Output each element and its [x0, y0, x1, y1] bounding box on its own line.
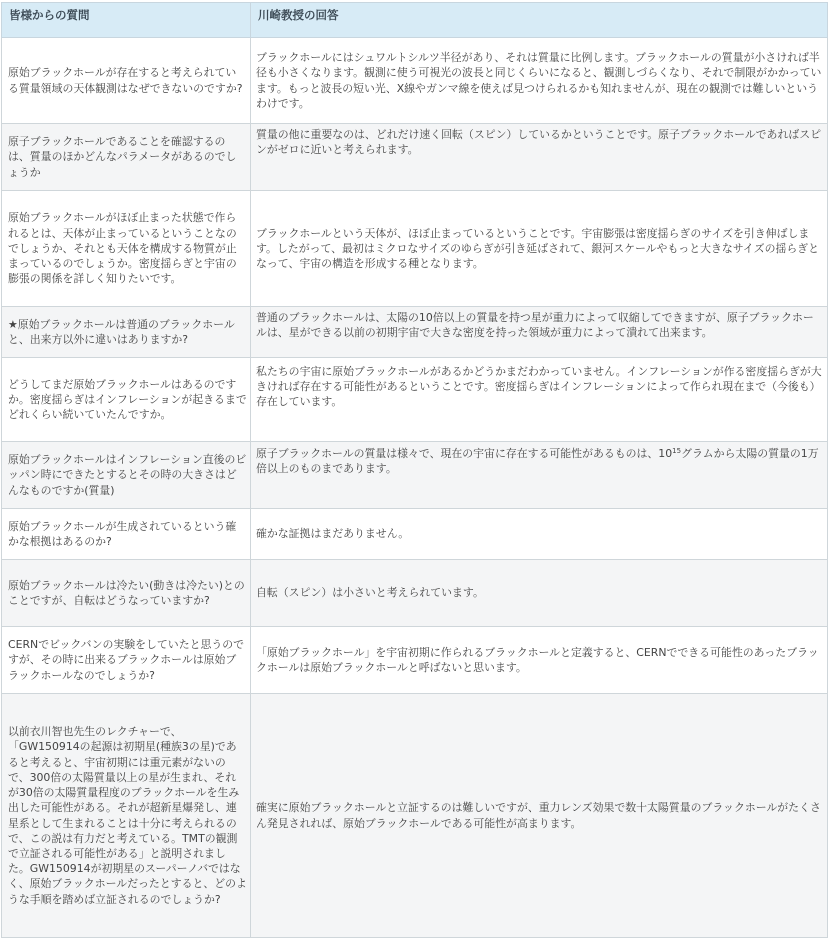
- question-cell: 原始ブラックホールが存在すると考えられている質量領域の天体観測はなぜできないのですか?: [2, 38, 251, 124]
- question-cell: ★原始ブラックホールは普通のブラックホールと、出来方以外に違いはありますか?: [2, 307, 251, 358]
- answer-text-end: グラムから太陽の質量の1万倍以上のものまであります。: [256, 447, 819, 476]
- table-row: [2, 442, 828, 509]
- question-cell: CERNでビックバンの実験をしていたと思うのですが、その時に出来るブラックホールは原始ブラックホールなのでしょうか?: [2, 627, 251, 694]
- table-row: [2, 694, 828, 938]
- qa-table: [1, 2, 828, 938]
- table-row: [2, 560, 828, 627]
- table-row: [2, 191, 828, 307]
- answer-column-header: 川崎教授の回答: [251, 3, 828, 38]
- question-cell: 以前衣川智也先生のレクチャーで、「GW150914の起源は初期星(種族3の星)であると考えると、宇宙初期には重元素がないので、300倍の太陽質量以上の星が生まれ、それが30倍の太陽質量程度のブラックホールを生み出した可能性がある。それが超新星爆発し、連星系として生まれることは十分に考えられるので、この説は有力だと考えている。TMTの観測で立証される可能性がある」と説明されました。GW150914が初期星のスーパーノバではなく、原始ブラックホールだったとすると、どのような手順を踏めば立証されるのでしょうか?: [2, 694, 251, 938]
- answer-cell: ブラックホールという天体が、ほぼ止まっているということです。宇宙膨張は密度揺らぎのサイズを引き伸ばします。したがって、最初はミクロなサイズのゆらぎが引き延ばされて、銀河スケールやもっと大きなサイズの揺らぎとなって、宇宙の構造を形成する種となります。: [251, 191, 828, 307]
- answer-cell: 質量の他に重要なのは、どれだけ速く回転（スピン）しているかということです。原子ブラックホールであればスピンがゼロに近いと考えられます。: [251, 124, 828, 191]
- question-cell: どうしてまだ原始ブラックホールはあるのですか。密度揺らぎはインフレーションが起きるまでどれくらい続いていたんですか。: [2, 358, 251, 442]
- table-row: [2, 627, 828, 694]
- table-row: [2, 307, 828, 358]
- answer-cell: 自転（スピン）は小さいと考えられています。: [251, 560, 828, 627]
- question-cell: 原始ブラックホールは冷たい(動きは冷たい)とのことですが、自転はどうなっていますか?: [2, 560, 251, 627]
- question-column-header: 皆様からの質問: [2, 3, 251, 38]
- question-cell: 原始ブラックホールが生成されているという確かな根拠はあるのか?: [2, 509, 251, 560]
- answer-cell: 「原始ブラックホール」を宇宙初期に作られるブラックホールと定義すると、CERNでできる可能性のあったブラックホールは原始ブラックホールと呼ばないと思います。: [251, 627, 828, 694]
- table-row: [2, 509, 828, 560]
- table-row: [2, 38, 828, 124]
- answer-cell: 普通のブラックホールは、太陽の10倍以上の質量を持つ星が重力によって収縮してできますが、原子ブラックホールは、星ができる以前の初期宇宙で大きな密度を持った領域が重力によって潰れて出来ます。: [251, 307, 828, 358]
- header-row: [2, 3, 828, 38]
- answer-cell: 確かな証拠はまだありません。: [251, 509, 828, 560]
- question-cell: 原始ブラックホールはインフレーション直後のビッパン時にできたとするとその時の大きさはどんなものですか(質量): [2, 442, 251, 509]
- question-cell: 原子ブラックホールであることを確認するのは、質量のほかどんなパラメータがあるのでしょうか: [2, 124, 251, 191]
- exponent: 15: [672, 447, 682, 455]
- answer-cell: 確実に原始ブラックホールと立証するのは難しいですが、重力レンズ効果で数十太陽質量のブラックホールがたくさん発見されれば、原始ブラックホールである可能性が高まります。: [251, 694, 828, 938]
- answer-cell: 私たちの宇宙に原始ブラックホールがあるかどうかまだわかっていません。インフレーションが作る密度揺らぎが大きければ存在する可能性があるということです。密度揺らぎはインフレーションによって作られ現在まで（今後も）存在しています。: [251, 358, 828, 442]
- answer-cell: ブラックホールにはシュワルトシルツ半径があり、それは質量に比例します。ブラックホールの質量が小さければ半径も小さくなります。観測に使う可視光の波長と同じくらいになると、観測しづらくなり、それで制限がかかっています。もっと波長の短い光、X線やガンマ線を使えば見つけられるかも知れませんが、現在の観測では難しいというわけです。: [251, 38, 828, 124]
- table-row: [2, 358, 828, 442]
- table-row: [2, 124, 828, 191]
- answer-cell: [251, 442, 828, 509]
- answer-text-start: 原子ブラックホールの質量は様々で、現在の宇宙に存在する可能性があるものは、10: [256, 447, 673, 460]
- question-cell: 原始ブラックホールがほぼ止まった状態で作られるとは、天体が止まっているということなのでしょうか、それとも天体を構成する物質が止まっているのでしょうか。密度揺らぎと宇宙の膨張の関係を詳しく知りたいです。: [2, 191, 251, 307]
